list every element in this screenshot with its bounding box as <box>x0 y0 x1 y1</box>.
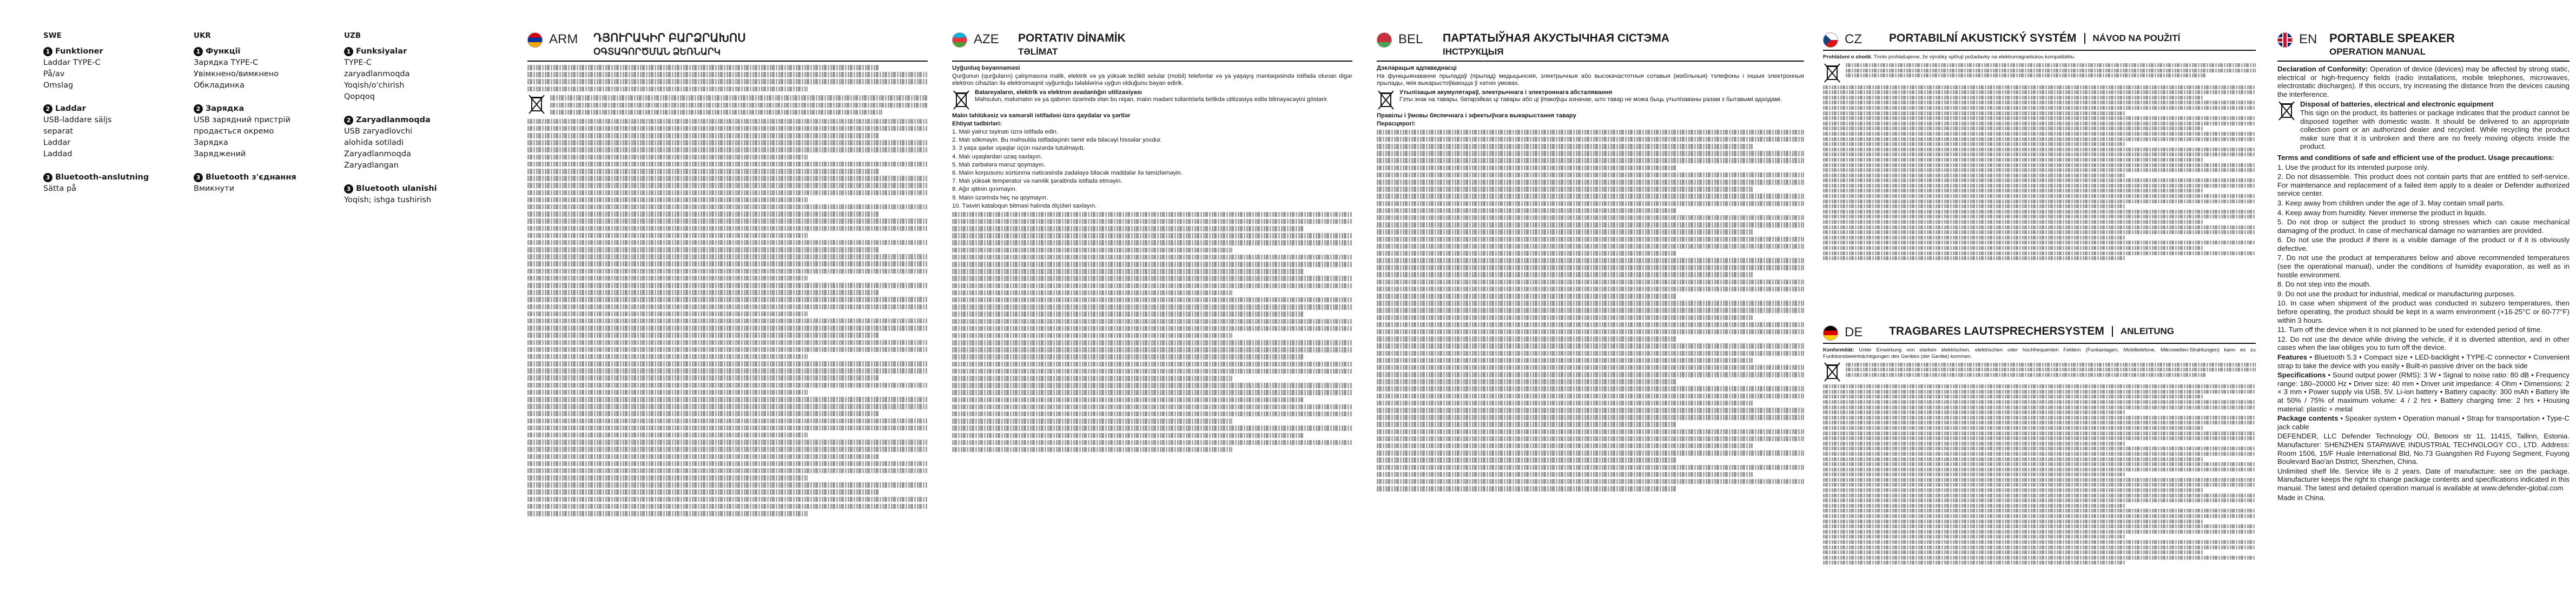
weee-text: Гэты знак на тавары, батарэйках ці тавары або ці ўпакоўцы азначае, што тавар не можа быць утылізаваны разам з бытавымі адходамі. <box>1399 96 1782 103</box>
feature-item: Laddar TYPE-C <box>43 58 101 67</box>
weee-notice <box>1823 62 2256 84</box>
lead-heading: Prohlášení o shodě. <box>1823 54 1873 60</box>
crossed-bin-icon <box>1377 89 1395 111</box>
number-badge-icon: 3 <box>194 173 203 182</box>
usage-item: 3. Keep away from children under the age of 3. May contain small parts. <box>2277 198 2505 207</box>
feature-item: Зарядка TYPE-C <box>194 58 259 67</box>
feature-item: Обкладинка <box>194 81 245 90</box>
germany-flag-icon <box>1823 325 1838 341</box>
usage-item: 2. Malı sökməyin. Bu məhsulda istifadəçinin təmir edə biləcəyi hissələr yoxdur. <box>952 137 1162 144</box>
usage-subtitle: Перасцярогі: <box>1377 120 1416 127</box>
feature-item: separat <box>43 127 74 136</box>
lead-heading: Uyğunluq bəyannaməsi <box>952 65 1020 71</box>
section-title: ԴՅՈՒՐԱԿԻՐ ԲԱՐՁՐԱԽՈՍ ՕԳՏԱԳՈՐԾՄԱՆ ՁԵՌՆԱՐԿ <box>593 32 746 57</box>
feature-item: zaryadlanmoqda <box>344 70 410 78</box>
number-badge-icon: 3 <box>344 184 353 194</box>
feature-item: TYPE-C <box>344 58 372 67</box>
feature-item: USB зарядний пристрій <box>194 116 291 124</box>
usage-item: 10. In case when shipment of the product was conducted in subzero temperatures, then before operating, the product should be kept in a warm environment (+16-25°C or 60-77°F) within 3 hours. <box>2277 299 2570 324</box>
feature-item: Вмикнути <box>194 184 234 193</box>
feature-group <box>194 46 334 91</box>
feature-group-title: Laddar <box>55 104 86 113</box>
feature-item: продається окремо <box>194 127 274 136</box>
feature-group <box>344 183 485 206</box>
weee-title: Disposal of batteries, electrical and electronic equipment <box>2300 100 2494 109</box>
feature-group-title: Funktioner <box>55 47 103 56</box>
usage-item: 11. Turn off the device when it is not planned to be used for extended period of time. <box>2277 325 2542 334</box>
feature-group <box>43 46 184 91</box>
section-body-text <box>527 65 928 516</box>
usage-item: 6. Malın korpusunu sürtünmə nəticəsində zədələyə biləcək maddələr ilə təmizləməyin. <box>952 170 1183 177</box>
azerbaijan-flag-icon <box>952 32 967 48</box>
usage-item: 10. Təsviri kataloqun bitməsi halında ölçüləri saxlayın. <box>952 202 1097 209</box>
number-badge-icon: 1 <box>344 47 353 56</box>
weee-notice <box>527 94 928 117</box>
usage-title: Terms and conditions of safe and efficient use of the product. Usage precautions: <box>2277 153 2554 162</box>
conformity-paragraph: На функцыянаванне прыладаў (прылад) медыцынскія, электрычныя або высокачастотныя сотавыя (мабільныя) тэлефоны і іншыя электронныя прылады, якія выкарыстоўваюцца ў хатніх умовах. <box>1377 73 1804 87</box>
feature-group-title: Zaryadlanmoqda <box>356 116 431 124</box>
section-bel <box>1377 31 1804 493</box>
lead-heading: Konformität: <box>1823 347 1854 353</box>
number-badge-icon: 1 <box>194 47 203 56</box>
feature-item: Laddad <box>43 150 72 158</box>
feature-group <box>344 46 485 103</box>
feature-lang-label: UZB <box>344 31 361 40</box>
usage-item: 8. Ağır qitinin qırxmayın. <box>952 186 1018 193</box>
feature-group-title: Зарядка <box>206 104 245 113</box>
number-badge-icon: 2 <box>344 116 353 125</box>
feature-item: Sätta på <box>43 184 77 193</box>
feature-item: Yoqish/o'chirish <box>344 81 405 90</box>
weee-notice <box>2277 100 2570 152</box>
section-en <box>2277 31 2570 503</box>
feature-group <box>194 103 334 160</box>
usage-title: Правілы і ўмовы бяспечнага і эфектыўнага выкарыстання тавару <box>1377 112 1576 119</box>
section-header <box>1823 31 2256 51</box>
crossed-bin-icon <box>1823 361 1841 383</box>
importer-text: DEFENDER, LLC Defender Technology OÜ, Betooni str 11, 11415, Tallinn, Estonia. Manufacturer: SHENZHEN STARWAVE INDUSTRIAL TECHNOLOGY CO., LTD. Address: Room 1506, 15/F Huale International Bld, No.73 Guangshen Rd Fuyong Segment, Fuyong Boulevard Bao'an District, Shenzhen, China. <box>2277 432 2570 466</box>
section-header <box>952 31 1352 62</box>
section-aze <box>952 31 1352 454</box>
number-badge-icon: 2 <box>43 104 52 114</box>
conformity-paragraph: Operation of device (devices) may be affected by strong static, electrical or high-frequency fields (radio installations, mobile telephones, microwaves, electrostatic discharges). If this occurs, try increasing the distance from the devices causing the interference. <box>2277 65 2570 98</box>
weee-notice <box>1377 89 1804 111</box>
feature-lang-label: SWE <box>43 31 62 40</box>
conformity-paragraph: Unter Einwirkung von starken elektrischen, elektrischen oder hochfrequenten Feldern (Funkanlagen, Mobiltelefone, Mikrowellen-Strahlungen) kann es zu Funktionsbeeinträchtigungen des Gerätes (der Geräte) kommen. <box>1823 347 2256 360</box>
feature-item: USB-laddare säljs <box>43 116 112 124</box>
section-title: PORTABLE SPEAKER OPERATION MANUAL <box>2329 31 2455 57</box>
usage-subtitle: Ehtiyat tədbirləri: <box>952 120 1002 127</box>
feature-item: Omslag <box>43 81 74 90</box>
section-cz <box>1823 31 2256 323</box>
crossed-bin-icon <box>2277 100 2296 122</box>
package-text: • Speaker system • Operation manual • Strap for transportation • Type-C jack cable <box>2277 414 2570 431</box>
section-de <box>1823 324 2256 595</box>
armenia-flag-icon <box>527 32 543 48</box>
weee-title: Утылізацыя акумулятараў, электрычнага і электроннага абсталявання <box>1399 89 1613 96</box>
feature-item: Заряджений <box>194 150 246 158</box>
warranty-text: Unlimited shelf life. Service life is 2 years. Date of manufacture: see on the package. Manufacturer keeps the right to change package contents and specifications indicated in this manual. The latest and detailed operation manual is available at www.defender-global.com <box>2277 467 2570 492</box>
feature-group-title: Bluetooth з'єднання <box>206 173 296 182</box>
conformity-lead: Declaration of Conformity: <box>2277 65 2368 73</box>
section-body-text <box>1377 65 1804 491</box>
feature-item: Увімкнено/вимкнено <box>194 70 279 78</box>
section-title: PORTATIV DİNAMİK TƏLİMAT <box>1018 32 1126 57</box>
usage-item: 7. Malı yüksək temperatur və nəmlik şəraitində istifadə etməyin. <box>952 178 1122 185</box>
crossed-bin-icon <box>1823 62 1841 84</box>
feature-group <box>194 172 334 195</box>
usage-item: 6. Do not use the product if there is a visible damage of the product or if it is obviously defective. <box>2277 236 2570 252</box>
feature-lang-label: UKR <box>194 31 211 40</box>
section-title: PORTABILNÍ AKUSTICKÝ SYSTÉM NÁVOD NA POUŽITÍ <box>1889 32 2181 44</box>
number-badge-icon: 2 <box>194 104 203 114</box>
feature-item: alohida sotiladi <box>344 138 404 147</box>
usage-item: 1. Malı yalnız təyinatı üzrə istifadə edin. <box>952 129 1058 136</box>
czech-flag-icon <box>1823 32 1838 48</box>
conformity-paragraph: Qurğunun (qurğuların) çalışmasına malik, elektrik və ya yüksək tezlikli selular (mobil) telefonlar və ya yaşayış məntəqəsində istifadə olunan digər elektron cihazları ilə elektromaqnit uyğunluğu tələblərinə uyğun olduğunu bəyan edirik. <box>952 73 1352 87</box>
feature-item: Zaryadlanmoqda <box>344 150 411 158</box>
usage-item: 9. Malın üzərində heç nə qoymayın. <box>952 194 1048 201</box>
lead-heading: Дэкларацыя адпаведнасці <box>1377 65 1457 71</box>
feature-item: Yoqish; ishga tushirish <box>344 196 432 204</box>
crossed-bin-icon <box>527 94 546 115</box>
language-code: CZ <box>1845 32 1862 46</box>
language-code: BEL <box>1398 32 1423 46</box>
section-body-text <box>1823 347 2256 564</box>
feature-item: Laddar <box>43 138 71 147</box>
section-header <box>527 31 928 62</box>
feature-group <box>344 115 485 171</box>
section-arm <box>527 31 928 518</box>
usage-item: 1. Use the product for its intended purpose only. <box>2277 163 2429 171</box>
feature-group <box>43 103 184 160</box>
usage-title: Malın təhlükəsiz və səmərəli istifadəsi üzrə qaydalar və şərtlər <box>952 112 1131 119</box>
number-badge-icon: 1 <box>43 47 52 56</box>
usage-item: 2. Do not disassemble. This product does not contain parts that are entitled to self-service. For maintenance and replacement of a failed item apply to a dealer or Defender authorized service center. <box>2277 172 2570 198</box>
feature-column-ukr <box>194 30 334 207</box>
specifications-text: • Sound output power (RMS): 3 W • Signal to noise ratio: 80 dB • Frequency range: 180–20000 Hz • Driver size: 40 mm • Driver unit impedance: 4 Ohm • Dimensions: 2 × 3 mm • Power supply via USB, 5V. Li-ion battery • Battery capacity: 300 mAh • Battery life at 50% / 75% of maximum volume: 4 / 2 hrs • Battery charging time: 2 hrs • Housing material: plastic + metal <box>2277 371 2570 413</box>
conformity-paragraph: Tímto prohlašujeme, že výrobky splňují požadavky na elektromagnetickou kompatibilitu. <box>1873 54 2076 60</box>
usage-item: 7. Do not use the product at temperatures below and above recommended temperatures (see the operational manual), under the conditions of humidity evaporation, as well as in hostile environment. <box>2277 254 2570 279</box>
feature-column-uzb <box>344 30 485 218</box>
section-title: ПАРТАТЫЎНАЯ АКУСТЫЧНАЯ СІСТЭМА ІНСТРУКЦЫЯ <box>1443 32 1670 57</box>
feature-item: Zaryadlangan <box>344 161 399 170</box>
usage-item: 5. Malı zərbələrə məruz qoymayın. <box>952 161 1046 168</box>
section-body-text <box>2277 65 2570 502</box>
usage-item: 8. Do not step into the mouth. <box>2277 280 2372 289</box>
section-header <box>1377 31 1804 62</box>
language-code: ARM <box>549 32 578 46</box>
usage-item: 4. Keep away from humidity. Never immerse the product in liquids. <box>2277 208 2487 217</box>
weee-notice <box>952 89 1352 111</box>
feature-columns <box>0 0 503 605</box>
usage-item: 4. Malı uşaqlardan uzaq saxlayın. <box>952 153 1042 160</box>
section-body-text <box>952 65 1352 452</box>
uk-flag-icon <box>2277 32 2293 48</box>
usage-item: 9. Do not use the product for industrial, medical or manufacturing purposes. <box>2277 289 2516 298</box>
crossed-bin-icon <box>952 89 970 111</box>
feature-group-title: Bluetooth-anslutning <box>55 173 149 182</box>
language-code: AZE <box>974 32 999 46</box>
weee-text: Məhsulun, məlumatın və ya qabının üzərində olan bu nişan, malın mədəni tullantılarla birlikdə utilizasiya edilə bilməyəcəyini göstərir. <box>975 96 1329 103</box>
usage-item: 5. Do not drop or subject the product to strong stresses which can cause mechanical damaging of the product. In case of mechanical damage no warranties are provided. <box>2277 218 2570 235</box>
language-code: DE <box>1845 325 1863 340</box>
feature-group-title: Funksiyalar <box>356 47 407 56</box>
section-header <box>2277 31 2570 62</box>
features-lead: Features <box>2277 353 2307 361</box>
number-badge-icon: 3 <box>43 173 52 182</box>
specifications-lead: Specifications <box>2277 371 2326 380</box>
feature-item: USB zaryadlovchi <box>344 127 413 136</box>
origin-text: Made in China. <box>2277 493 2326 502</box>
feature-item: Qopqoq <box>344 92 375 101</box>
language-code: EN <box>2299 32 2317 46</box>
weee-notice <box>1823 361 2256 383</box>
feature-group-title: Функції <box>206 47 241 56</box>
usage-item: 3. 3 yaşa qədər uşaqlar üçün nəzərdə tutulmayıb. <box>952 145 1085 152</box>
section-body-text <box>1823 54 2256 260</box>
feature-item: På/av <box>43 70 65 78</box>
usage-item: 12. Do not use the device while driving the vehicle, if it is diverted attention, and in other cases when the law obliges you to turn off the device. <box>2277 335 2570 352</box>
weee-text: This sign on the product, its batteries or package indicates that the product cannot be disposed together with domestic waste. It should be delivered to an appropriate collection point or an authorized dealer and recycled. While recycling the product make sure that it is unbroken and there are no freely moving objects inside the product. <box>2300 108 2570 151</box>
weee-title: Batareyaların, elektrik və elektron avadanlığın utilizasiyası <box>975 89 1142 96</box>
package-lead: Package contents <box>2277 414 2339 423</box>
feature-group <box>43 172 184 195</box>
belarus-flag-icon <box>1377 32 1392 48</box>
features-text: • Bluetooth 5.3 • Compact size • LED-backlight • TYPE-C connector • Convenient strap to take the device with you easily • Built-in passive driver on the back side <box>2277 353 2570 370</box>
section-title: TRAGBARES LAUTSPRECHERSYSTEM ANLEITUNG <box>1889 325 2175 337</box>
feature-column-swe <box>43 30 184 207</box>
section-header <box>1823 324 2256 344</box>
feature-group-title: Bluetooth ulanishi <box>356 184 437 193</box>
feature-item: Зарядка <box>194 138 228 147</box>
